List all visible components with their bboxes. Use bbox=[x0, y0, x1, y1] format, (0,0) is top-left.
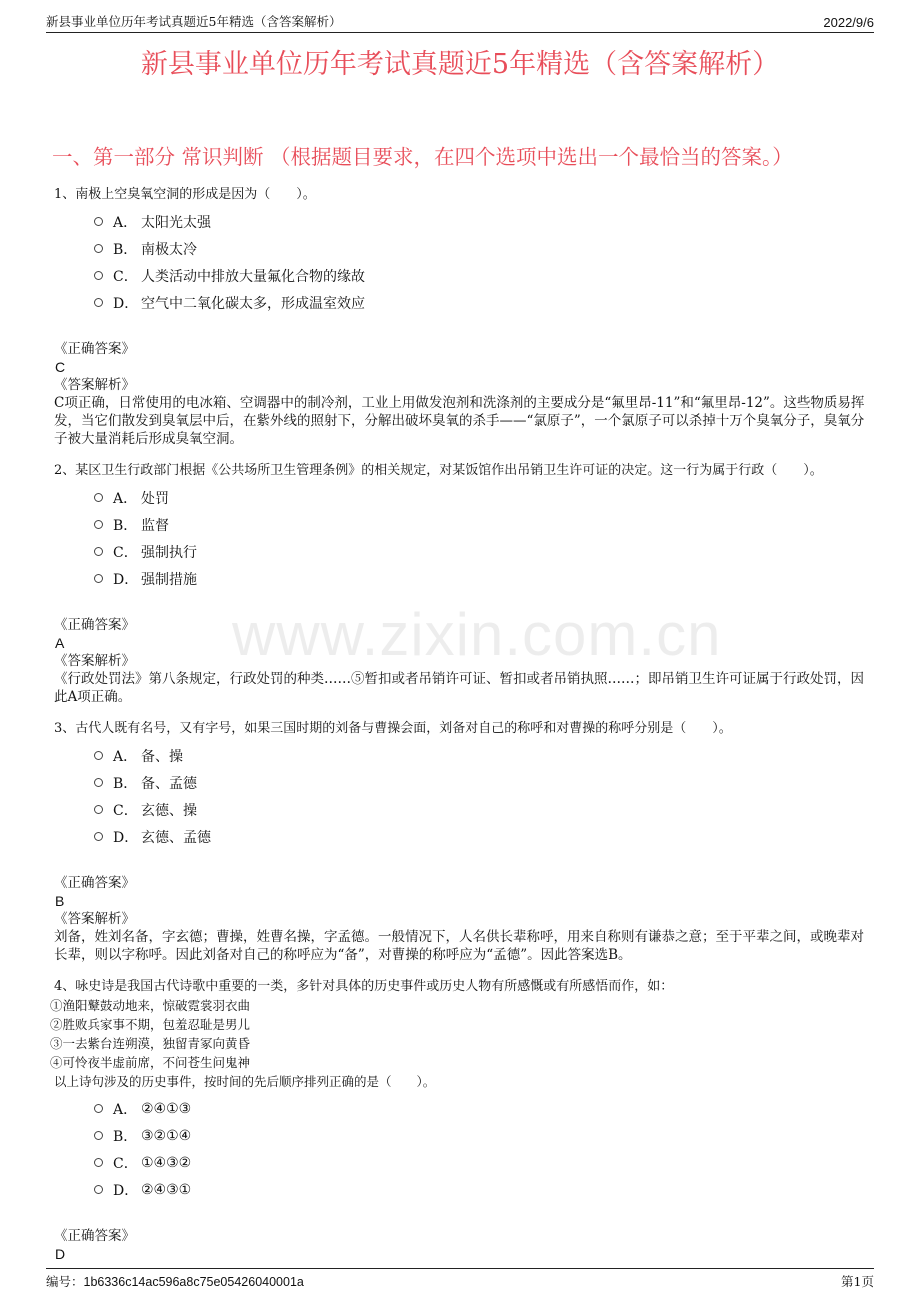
option-text: ①④③② bbox=[141, 1154, 192, 1171]
radio-icon[interactable] bbox=[94, 574, 103, 583]
analysis-label: 《答案解析》 bbox=[54, 911, 135, 927]
answer-value: C bbox=[55, 359, 66, 375]
page-number: 第1页 bbox=[841, 1274, 874, 1289]
radio-icon[interactable] bbox=[94, 271, 103, 280]
analysis-label: 《答案解析》 bbox=[54, 653, 135, 669]
question-4 bbox=[50, 978, 869, 1263]
radio-icon[interactable] bbox=[94, 217, 103, 226]
poem-line: ②胜败兵家事不期，包羞忍耻是男儿 bbox=[50, 1017, 251, 1032]
analysis-label: 《答案解析》 bbox=[54, 377, 135, 393]
option-text: 南极太冷 bbox=[141, 241, 197, 258]
option-list bbox=[94, 484, 869, 592]
option-text: 处罚 bbox=[141, 490, 169, 507]
radio-icon[interactable] bbox=[94, 520, 103, 529]
analysis-text: 刘备，姓刘名备，字玄德；曹操，姓曹名操，字孟德。一般情况下，人名供长辈称呼，用来自称则有谦恭之意；至于平辈之间，或晚辈对长辈，则以字称呼。因此刘备对自己的称呼应为“备”，对曹操的称呼应为“孟德”。因此答案选B。 bbox=[54, 929, 864, 963]
option-text: 备、操 bbox=[141, 748, 183, 765]
question-2 bbox=[54, 462, 869, 706]
analysis-text: C项正确，日常使用的电冰箱、空调器中的制冷剂，工业上用做发泡剂和洗涤剂的主要成分是“氟里昂-11”和“氟里昂-12”。这些物质易挥发，当它们散发到臭氧层中后，在紫外线的照射下，分解出破坏臭氧的杀手——“氯原子”，一个氯原子可以杀掉十万个臭氧分子，臭氧分子被大量消耗后形成臭氧空洞。 bbox=[54, 395, 865, 447]
option-text: ②④①③ bbox=[141, 1100, 192, 1117]
option-list bbox=[94, 742, 869, 850]
radio-icon[interactable] bbox=[94, 298, 103, 307]
poem-line: ①渔阳鼙鼓动地来，惊破霓裳羽衣曲 bbox=[50, 998, 251, 1013]
answer-label: 《正确答案》 bbox=[54, 875, 135, 891]
question-text: 2、某区卫生行政部门根据《公共场所卫生管理条例》的相关规定，对某饭馆作出吊销卫生许可证的决定。这一行为属于行政（ ）。 bbox=[54, 463, 823, 478]
option-letter: C． bbox=[113, 544, 138, 561]
option-letter: B． bbox=[113, 1128, 138, 1145]
option-letter: A． bbox=[113, 1101, 138, 1118]
question-text: 3、古代人既有名号，又有字号，如果三国时期的刘备与曹操会面，刘备对自己的称呼和对曹操的称呼分别是（ ）。 bbox=[54, 721, 732, 736]
radio-icon[interactable] bbox=[94, 778, 103, 787]
option-d[interactable] bbox=[94, 1176, 869, 1203]
option-letter: A． bbox=[113, 748, 138, 765]
section-heading: 一、第一部分 常识判断 （根据题目要求，在四个选项中选出一个最恰当的答案。） bbox=[52, 145, 793, 169]
option-text: 玄德、孟德 bbox=[141, 829, 211, 846]
answer-label: 《正确答案》 bbox=[54, 617, 135, 633]
option-text: ②④③① bbox=[141, 1181, 192, 1198]
document-title: 新县事业单位历年考试真题近5年精选（含答案解析） bbox=[140, 49, 780, 80]
page-footer bbox=[46, 1268, 874, 1290]
question-3 bbox=[54, 720, 869, 964]
option-letter: D． bbox=[113, 295, 139, 312]
radio-icon[interactable] bbox=[94, 493, 103, 502]
option-letter: A． bbox=[113, 214, 138, 231]
option-letter: D． bbox=[113, 829, 139, 846]
watermark: www.zixin.com.cn bbox=[232, 601, 722, 668]
option-c[interactable] bbox=[94, 796, 869, 823]
answer-label: 《正确答案》 bbox=[54, 341, 135, 357]
option-d[interactable] bbox=[94, 565, 869, 592]
radio-icon[interactable] bbox=[94, 547, 103, 556]
option-list bbox=[94, 1095, 869, 1203]
option-letter: D． bbox=[113, 1182, 139, 1199]
option-a[interactable] bbox=[94, 208, 869, 235]
radio-icon[interactable] bbox=[94, 1104, 103, 1113]
question-list bbox=[50, 186, 869, 1277]
question-text: 1、南极上空臭氧空洞的形成是因为（ ）。 bbox=[54, 187, 316, 202]
document-code: 编号：1b6336c14ac596a8c75e05426040001a bbox=[46, 1275, 304, 1289]
option-list bbox=[94, 208, 869, 316]
option-d[interactable] bbox=[94, 289, 869, 316]
option-letter: A． bbox=[113, 490, 138, 507]
option-c[interactable] bbox=[94, 262, 869, 289]
poem-line: ③一去紫台连朔漠，独留青冢向黄昏 bbox=[50, 1036, 251, 1051]
answer-value: A bbox=[55, 635, 65, 651]
option-letter: B． bbox=[113, 775, 138, 792]
radio-icon[interactable] bbox=[94, 751, 103, 760]
option-letter: C． bbox=[113, 268, 138, 285]
radio-icon[interactable] bbox=[94, 832, 103, 841]
option-c[interactable] bbox=[94, 538, 869, 565]
option-text: 备、孟德 bbox=[141, 775, 197, 792]
option-letter: D． bbox=[113, 571, 139, 588]
option-letter: B． bbox=[113, 517, 138, 534]
analysis-text: 《行政处罚法》第八条规定，行政处罚的种类……⑤暂扣或者吊销许可证、暂扣或者吊销执照……；即吊销卫生许可证属于行政处罚，因此A项正确。 bbox=[54, 671, 864, 705]
option-letter: B． bbox=[113, 241, 138, 258]
option-text: 玄德、操 bbox=[141, 802, 197, 819]
option-a[interactable] bbox=[94, 742, 869, 769]
option-text: 监督 bbox=[141, 517, 169, 534]
poem-line: ④可怜夜半虚前席，不问苍生问鬼神 bbox=[50, 1055, 251, 1070]
radio-icon[interactable] bbox=[94, 1158, 103, 1167]
option-text: 太阳光太强 bbox=[141, 214, 211, 231]
option-letter: C． bbox=[113, 802, 138, 819]
option-d[interactable] bbox=[94, 823, 869, 850]
option-text: 人类活动中排放大量氟化合物的缘故 bbox=[141, 268, 365, 285]
radio-icon[interactable] bbox=[94, 805, 103, 814]
option-b[interactable] bbox=[94, 1122, 869, 1149]
option-letter: C． bbox=[113, 1155, 138, 1172]
option-a[interactable] bbox=[94, 484, 869, 511]
header-date: 2022/9/6 bbox=[823, 15, 874, 30]
radio-icon[interactable] bbox=[94, 1131, 103, 1140]
page-header bbox=[46, 8, 874, 33]
radio-icon[interactable] bbox=[94, 1185, 103, 1194]
radio-icon[interactable] bbox=[94, 244, 103, 253]
header-doc-title: 新县事业单位历年考试真题近5年精选（含答案解析） bbox=[46, 14, 342, 29]
question-text: 4、咏史诗是我国古代诗歌中重要的一类，多针对具体的历史事件或历史人物有所感慨或有所感悟而作，如： bbox=[54, 979, 674, 994]
option-text: 强制措施 bbox=[141, 571, 197, 588]
answer-label: 《正确答案》 bbox=[54, 1228, 135, 1244]
option-text: 强制执行 bbox=[141, 544, 197, 561]
option-text: ③②①④ bbox=[141, 1127, 192, 1144]
answer-value: D bbox=[55, 1246, 66, 1262]
option-b[interactable] bbox=[94, 235, 869, 262]
option-b[interactable] bbox=[94, 511, 869, 538]
option-c[interactable] bbox=[94, 1149, 869, 1176]
question-prompt: 以上诗句涉及的历史事件，按时间的先后顺序排列正确的是（ ）。 bbox=[54, 1074, 436, 1089]
option-a[interactable] bbox=[94, 1095, 869, 1122]
question-1 bbox=[54, 186, 869, 448]
answer-value: B bbox=[55, 893, 65, 909]
option-text: 空气中二氧化碳太多，形成温室效应 bbox=[141, 295, 365, 312]
option-b[interactable] bbox=[94, 769, 869, 796]
